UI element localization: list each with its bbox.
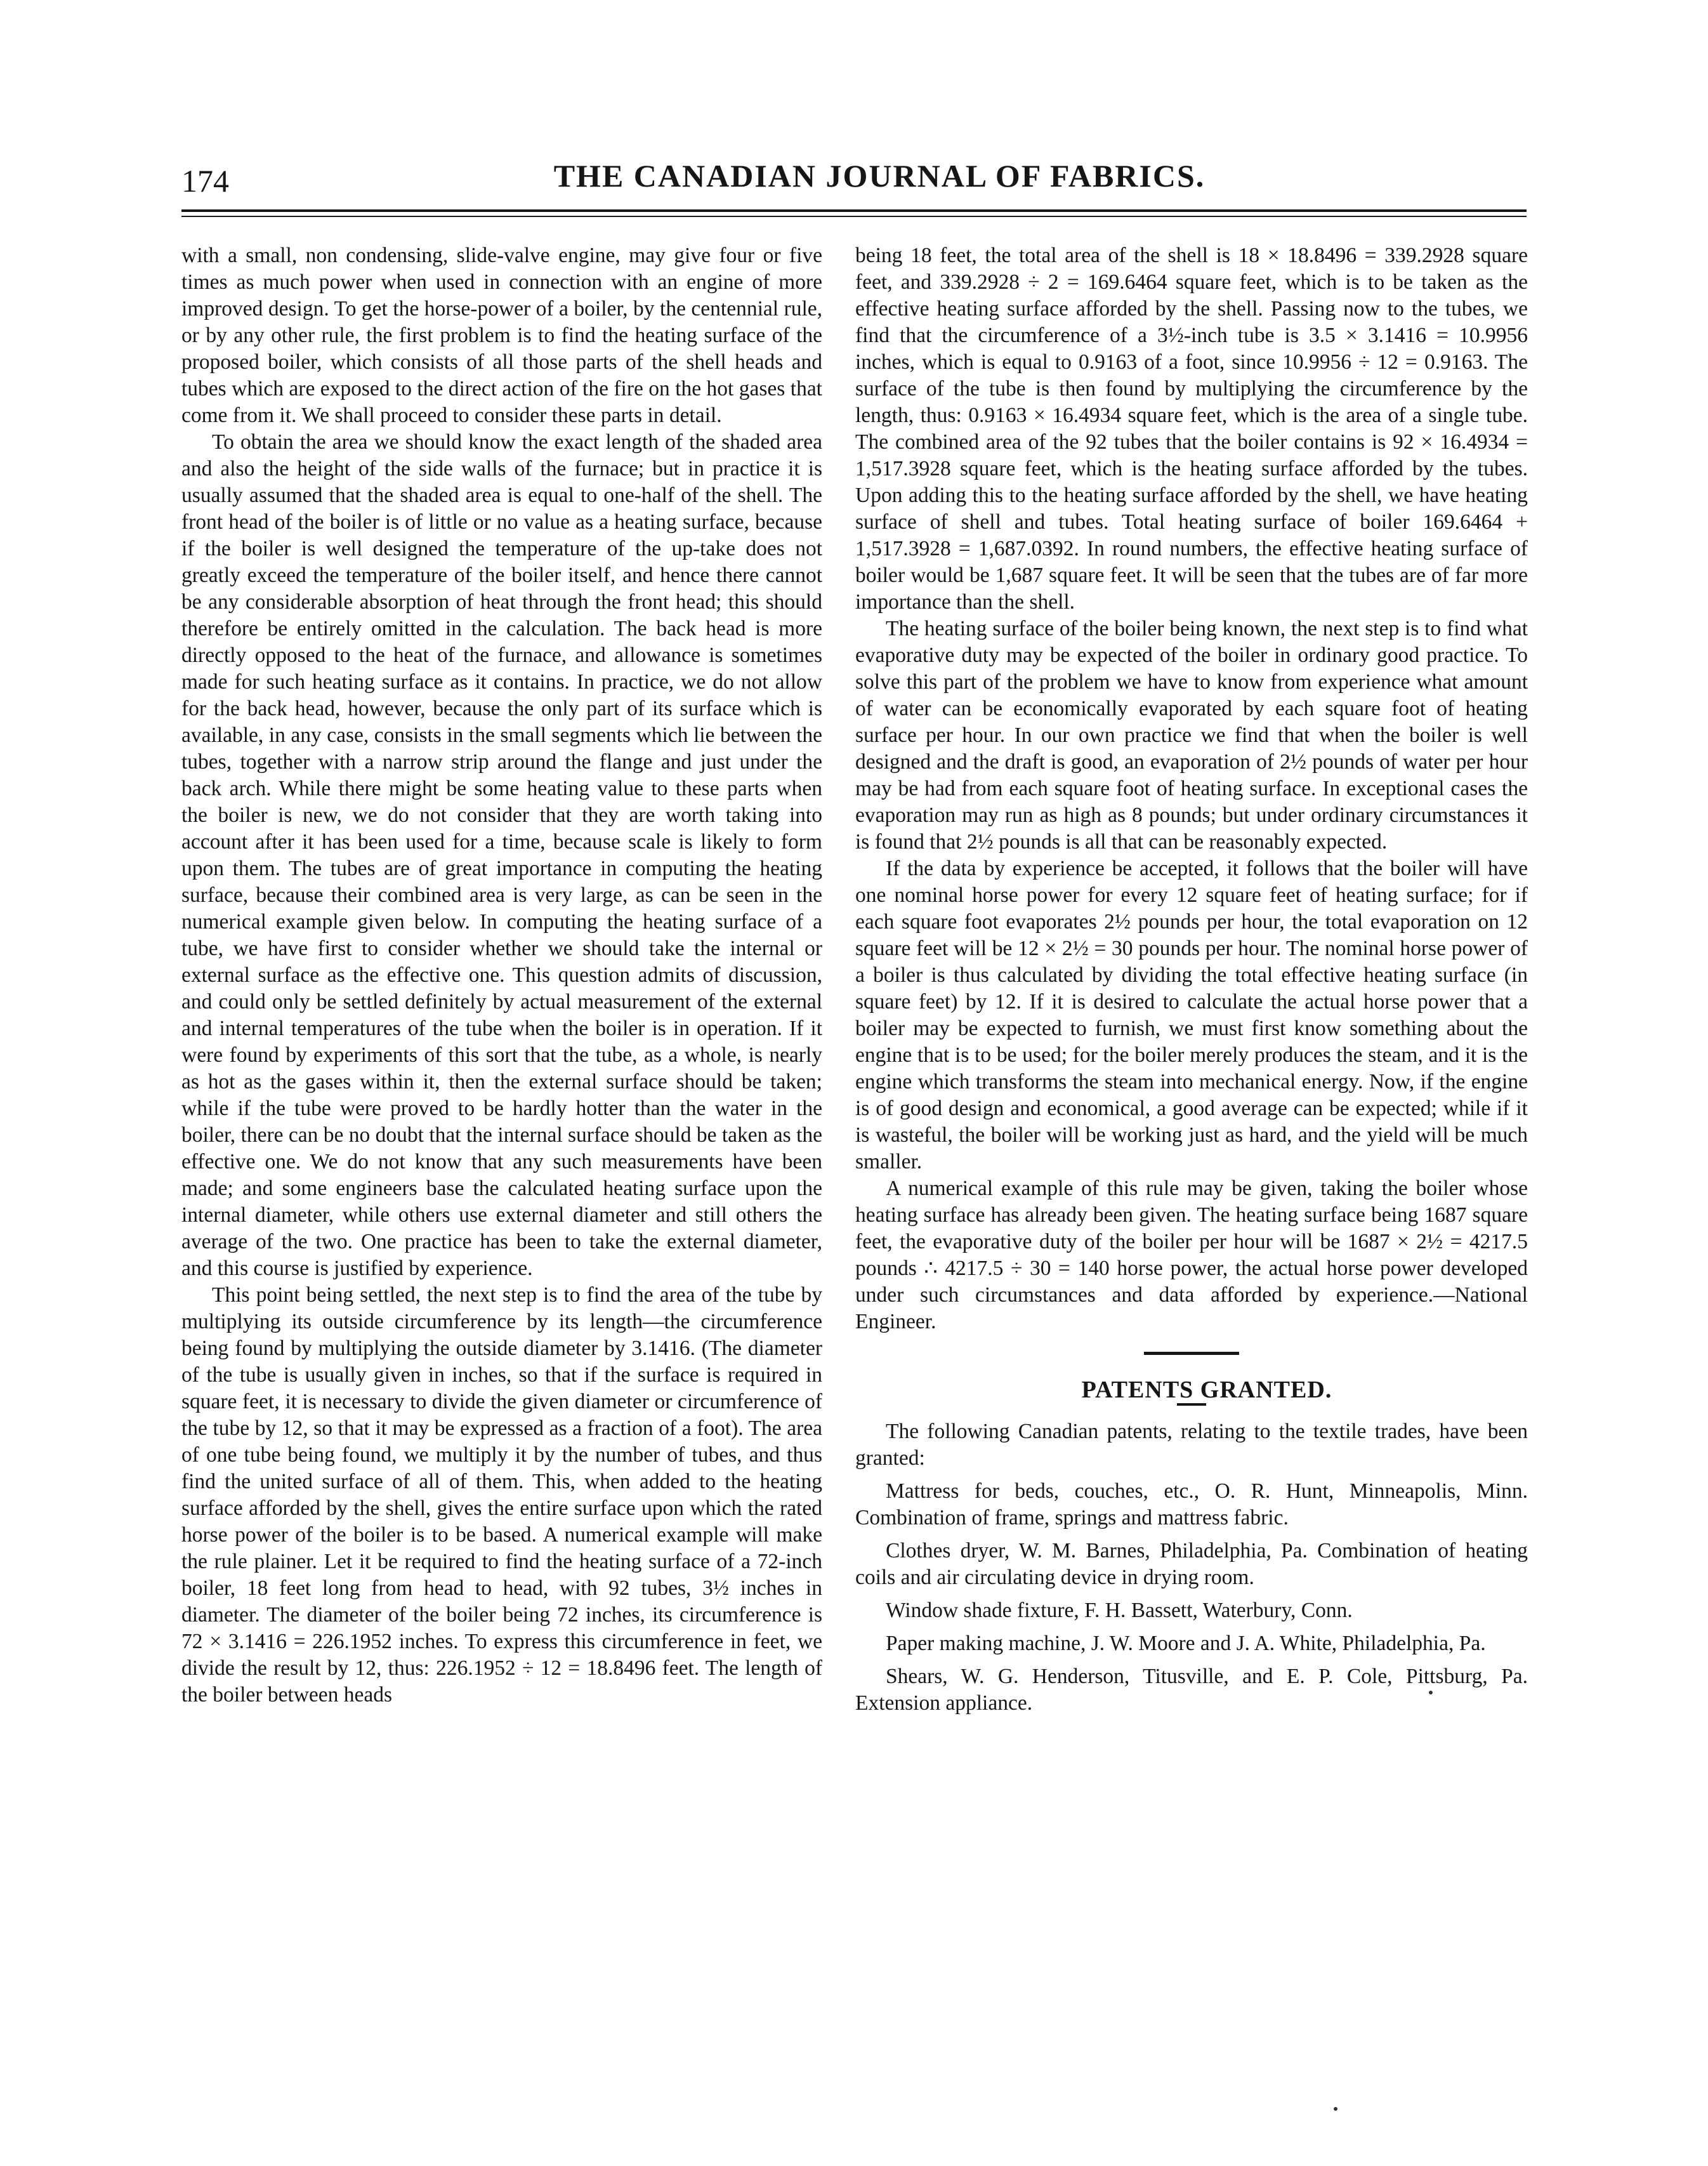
patent-item: Paper making machine, J. W. Moore and J. A. White, Philadelphia, Pa. xyxy=(886,1632,1486,1655)
patent-item: Shears, W. G. Henderson, Titusville, and E. P. Cole, Pittsburg, Pa. Extension appliance. xyxy=(855,1665,1528,1715)
print-speck xyxy=(1334,2107,1337,2111)
page-header xyxy=(181,157,1527,208)
section-divider xyxy=(1144,1352,1239,1355)
patent-item: Window shade fixture, F. H. Bassett, Waterbury, Conn. xyxy=(886,1599,1353,1622)
header-rule-top xyxy=(181,209,1527,212)
paragraph: with a small, non condensing, slide-valve engine, may give four or five times as much power when used in connection with an engine of more improved design. To get the horse-power of a boiler, by the centennial rule, or by any other rule, the first problem is to find the heating surface of the proposed boiler, which consists of all those parts of the shell heads and tubes which are exposed to the direct action of the fire on the hot gases that come from it. We shall proceed to consider these parts in detail. xyxy=(181,244,822,427)
paragraph: This point being settled, the next step is to find the area of the tube by multiplying its outside circumference by its length—the circumference being found by multiplying the outside diameter by 3.1416. (The diameter of the tube is usually given in inches, so that if the surface is required in square feet, it is necessary to divide the given diameter or circumference of the tube by 12, so that it may be expressed as a fraction of a foot). The area of one tube being found, we multiply it by the number of tubes, and thus find the united surface of all of them. This, when added to the heating surface afforded by the shell, gives the entire surface upon which the rated horse power of the boiler is to be based. A numerical example will make the rule plainer. Let it be required to find the heating surface of a 72-inch boiler, 18 feet long from head to head, with 92 tubes, 3½ inches in diameter. The diameter of the boiler being 72 inches, its circumference is 72 × 3.1416 = 226.1952 inches. To express this circumference in feet, we divide the result by 12, thus: 226.1952 ÷ 12 = 18.8496 feet. The length of the boiler between heads xyxy=(181,1283,822,1707)
heading-underline xyxy=(1177,1403,1206,1406)
paragraph: To obtain the area we should know the exact length of the shaded area and also the height of the side walls of the furnace; but in practice it is usually assumed that the shaded area is equal to one-half of the shell. The front head of the boiler is of little or no value as a heating surface, because if the boiler is well designed the temperature of the up-take does not greatly exceed the temperature of the boiler itself, and hence there cannot be any considerable absorption of heat through the front head; this should therefore be entirely omitted in the calculation. The back head is more directly opposed to the heat of the furnace, and allowance is sometimes made for such heating surface as it contains. In practice, we do not allow for the back head, however, because the only part of its surface which is available, in any case, consists in the small segments which lie between the tubes, together with a narrow strip around the flange and just under the back arch. While there might be some heating value to these parts when the boiler is new, we do not consider that they are worth taking into account after it has been used for a time, because scale is likely to form upon them. The tubes are of great importance in computing the heating surface, because their combined area is very large, as can be seen in the numerical example given below. In computing the heating surface of a tube, we have first to consider whether we should take the internal or external surface as the effective one. This question admits of discussion, and could only be settled definitely by actual measurement of the external and internal temperatures of the tube when the boiler is in operation. If it were found by experiments of this sort that the tube, as a whole, is nearly as hot as the gases within it, then the external surface should be taken; while if the tube were proved to be hardly hotter than the water in the boiler, there can be no doubt that the internal surface should be taken as the effective one. We do not know that any such measurements have been made; and some engineers base the calculated heating surface upon the internal diameter, while others use external diameter and still others the average of the two. One practice has been to take the external diameter, and this course is justified by experience. xyxy=(181,430,822,1280)
paragraph: being 18 feet, the total area of the shell is 18 × 18.8496 = 339.2928 square feet, and 339.2928 ÷ 2 = 169.6464 square feet, which is to be taken as the effective heating surface afforded by the shell. Passing now to the tubes, we find that the circumference of a 3½-inch tube is 3.5 × 3.1416 = 10.9956 inches, which is equal to 0.9163 of a foot, since 10.9956 ÷ 12 = 0.9163. The surface of the tube is then found by multiplying the circumference by the length, thus: 0.9163 × 16.4934 square feet, which is the area of a single tube. The combined area of the 92 tubes that the boiler contains is 92 × 16.4934 = 1,517.3928 square feet, which is the heating surface afforded by the tubes. Upon adding this to the heating surface afforded by the shell, we have heating surface of shell and tubes. Total heating surface of boiler 169.6464 + 1,517.3928 = 1,687.0392. In round numbers, the effective heating surface of boiler would be 1,687 square feet. It will be seen that the tubes are of far more importance than the shell. xyxy=(855,244,1528,614)
right-column xyxy=(855,242,1528,1717)
patents-intro: The following Canadian patents, relating to the textile trades, have been granted: xyxy=(855,1420,1528,1470)
journal-title: THE CANADIAN JOURNAL OF FABRICS. xyxy=(553,158,1205,194)
header-rule-bottom xyxy=(181,216,1527,217)
section-heading-patents: PATENTS GRANTED. xyxy=(1081,1377,1332,1403)
paragraph: If the data by experience be accepted, it follows that the boiler will have one nominal horse power for every 12 square feet of heating surface; for if each square foot evaporates 2½ pounds per hour, the total evaporation on 12 square feet will be 12 × 2½ = 30 pounds per hour. The nominal horse power of a boiler is thus calculated by dividing the total effective heating surface (in square feet) by 12. If it is desired to calculate the actual horse power that a boiler may be expected to furnish, we must first know something about the engine that is to be used; for the boiler merely produces the steam, and it is the engine which transforms the steam into mechanical energy. Now, if the engine is of good design and economical, a good average can be expected; while if it is wasteful, the boiler will be working just as hard, and the yield will be much smaller. xyxy=(855,857,1528,1173)
left-column xyxy=(181,242,822,1708)
print-speck xyxy=(1429,1691,1433,1694)
patent-item: Clothes dryer, W. M. Barnes, Philadelphia, Pa. Combination of heating coils and air circulating device in drying room. xyxy=(855,1539,1528,1589)
patent-item: Mattress for beds, couches, etc., O. R. Hunt, Minneapolis, Minn. Combination of frame, springs and mattress fabric. xyxy=(855,1479,1528,1529)
page-number: 174 xyxy=(181,163,229,199)
paragraph: A numerical example of this rule may be given, taking the boiler whose heating surface has already been given. The heating surface being 1687 square feet, the evaporative duty of the boiler per hour will be 1687 × 2½ = 4217.5 pounds ∴ 4217.5 ÷ 30 = 140 horse power, the actual horse power developed under such circumstances and data afforded by experience.—National Engineer. xyxy=(855,1177,1528,1333)
paragraph: The heating surface of the boiler being known, the next step is to find what evaporative duty may be expected of the boiler in ordinary good practice. To solve this part of the problem we have to know from experience what amount of water can be economically evaporated by each square foot of heating surface per hour. In our own practice we find that when the boiler is well designed and the draft is good, an evaporation of 2½ pounds of water per hour may be had from each square foot of heating surface. In exceptional cases the evaporation may run as high as 8 pounds; but under ordinary circumstances it is found that 2½ pounds is all that can be reasonably expected. xyxy=(855,617,1528,854)
